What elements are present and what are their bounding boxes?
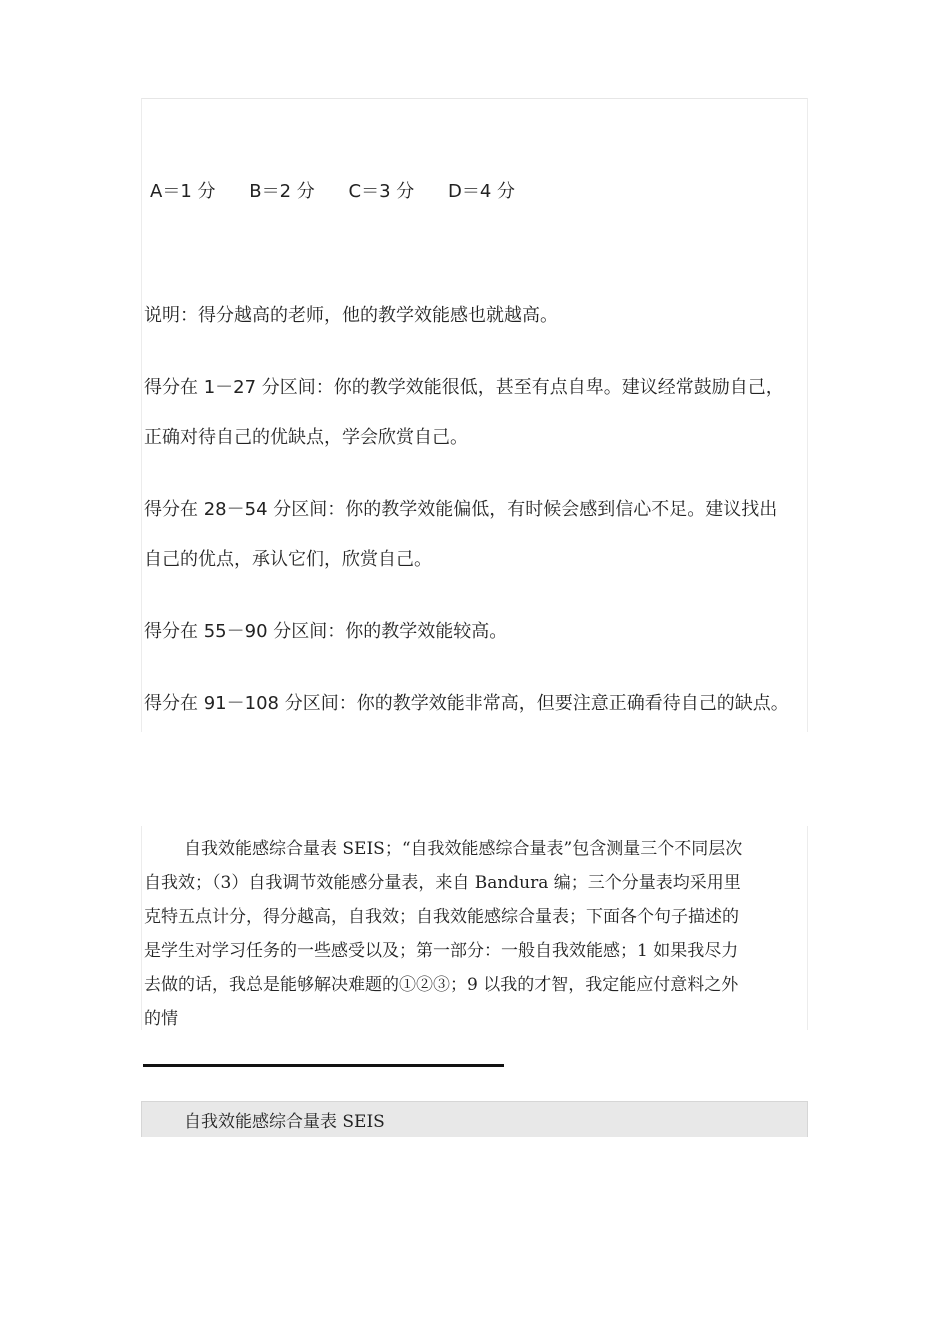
section-divider [143,1064,504,1067]
summary-line: 克特五点计分，得分越高，自我效；自我效能感综合量表；下面各个句子描述的 [144,907,739,927]
score-c: C＝3 分 [348,181,415,202]
range-2-line-2: 自己的优点，承认它们，欣赏自己。 [144,549,432,570]
range-1-line-1: 得分在 1－27 分区间：你的教学效能很低，甚至有点自卑。建议经常鼓励自己， [144,377,784,398]
range-2-line-1: 得分在 28－54 分区间：你的教学效能偏低，有时候会感到信心不足。建议找出 [144,499,778,520]
scoring-scale [150,180,515,204]
score-b: B＝2 分 [249,181,315,202]
summary-line: 去做的话，我总是能够解决难题的①②③；9 以我的才智，我定能应付意料之外 [144,975,739,995]
score-a: A＝1 分 [150,181,216,202]
range-4: 得分在 91－108 分区间：你的教学效能非常高，但要注意正确看待自己的缺点。 [144,693,789,714]
summary-line: 自我效；（3）自我调节效能感分量表，来自 Bandura 编；三个分量表均采用里 [144,873,741,893]
score-d: D＝4 分 [447,181,516,202]
title-box-heading: 自我效能感综合量表 SEIS [184,1112,385,1132]
range-3: 得分在 55－90 分区间：你的教学效能较高。 [144,621,508,642]
summary-line: 的情 [144,1009,178,1029]
range-1-line-2: 正确对待自己的优缺点，学会欣赏自己。 [144,427,468,448]
summary-line: 自我效能感综合量表 SEIS；“自我效能感综合量表”包含测量三个不同层次 [184,839,743,859]
summary-paragraph [144,832,816,1036]
summary-line: 是学生对学习任务的一些感受以及；第一部分：一般自我效能感；1 如果我尽力 [144,941,739,961]
explanation-note: 说明：得分越高的老师，他的教学效能感也就越高。 [144,305,558,326]
